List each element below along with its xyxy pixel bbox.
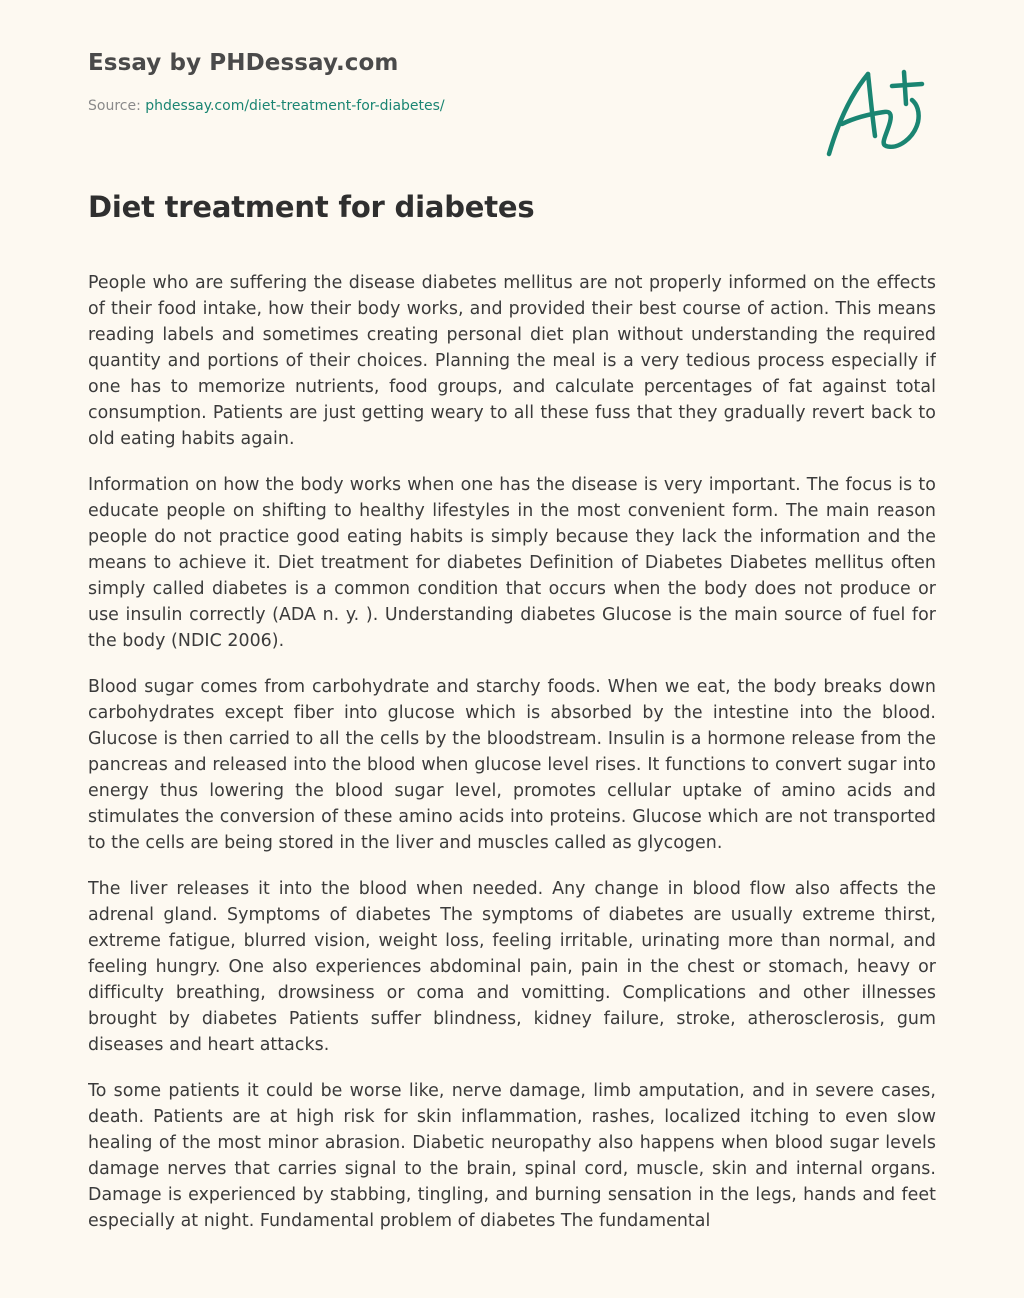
paragraph: To some patients it could be worse like, nerve damage, limb amputation, and in severe cases, death. Patients are at high risk for skin inflammation, rashes, localized itching to even slow healing of the most minor abrasion. Diabetic neuropathy also happens when blood sugar levels damage nerves that carries signal to the brain, spinal cord, muscle, skin and internal organs. Damage is experienced by stabbing, tingling, and burning sensation in the legs, hands and feet especially at night. Fundamental problem of diabetes The fundamental (88, 1081, 936, 1231)
source-label: Source: (88, 98, 146, 114)
document-title: Diet treatment for diabetes (88, 190, 535, 224)
a-plus-grade-icon (822, 64, 930, 160)
paragraph: Information on how the body works when one has the disease is very important. The focus is to educate people on shifting to healthy lifestyles in the most convenient form. The main reason people do not practice good eating habits is simply because they lack the information and the means to achieve it. Diet treatment for diabetes Definition of Diabetes Diabetes mellitus often simply called diabetes is a common condition that occurs when the body does not produce or use insulin correctly (ADA n. y. ). Understanding diabetes Glucose is the main source of fuel for the body (NDIC 2006). (88, 475, 936, 651)
paragraph: The liver releases it into the blood when needed. Any change in blood flow also affects the adrenal gland. Symptoms of diabetes The symptoms of diabetes are usually extreme thirst, extreme fatigue, blurred vision, weight loss, feeling irritable, urinating more than normal, and feeling hungry. One also experiences abdominal pain, pain in the chest or stomach, heavy or difficulty breathing, drowsiness or coma and vomitting. Complications and other illnesses brought by diabetes Patients suffer blindness, kidney failure, stroke, atherosclerosis, gum diseases and heart attacks. (88, 879, 936, 1055)
paragraph: People who are suffering the disease diabetes mellitus are not properly informed on the effects of their food intake, how their body works, and provided their best course of action. This means reading labels and sometimes creating personal diet plan without understanding the required quantity and portions of their choices. Planning the meal is a very tedious process especially if one has to memorize nutrients, food groups, and calculate percentages of fat against total consumption. Patients are just getting weary to all these fuss that they gradually revert back to old eating habits again. (88, 273, 936, 449)
paragraph: Blood sugar comes from carbohydrate and starchy foods. When we eat, the body breaks down carbohydrates except fiber into glucose which is absorbed by the intestine into the blood. Glucose is then carried to all the cells by the bloodstream. Insulin is a hormone release from the pancreas and released into the blood when glucose level rises. It functions to convert sugar into energy thus lowering the blood sugar level, promotes cellular uptake of amino acids and stimulates the conversion of these amino acids into proteins. Glucose which are not transported to the cells are being stored in the liver and muscles called as glycogen. (88, 677, 936, 853)
article-body (88, 270, 936, 1250)
page-header (88, 50, 445, 114)
source-link[interactable]: phdessay.com/diet-treatment-for-diabetes/ (145, 98, 445, 114)
source-line (88, 98, 445, 114)
site-title: Essay by PHDessay.com (88, 50, 399, 76)
